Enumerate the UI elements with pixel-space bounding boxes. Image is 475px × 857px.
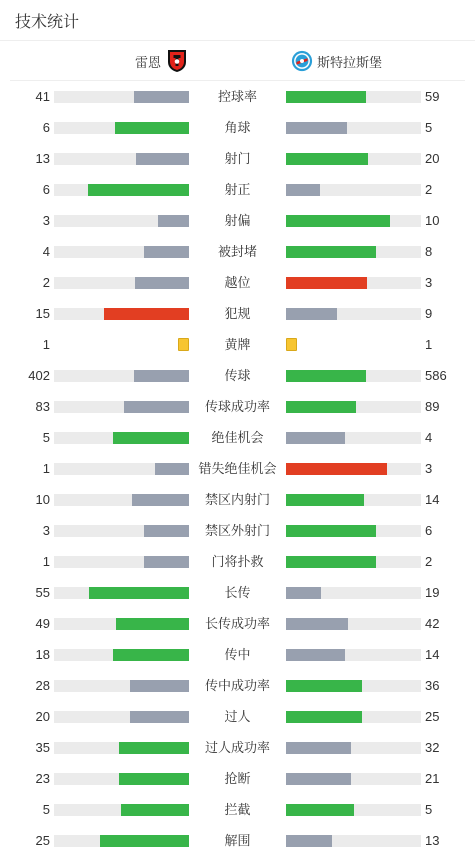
stat-row bbox=[0, 484, 475, 515]
stat-label: 传球 bbox=[224, 368, 251, 383]
stat-label: 射偏 bbox=[224, 213, 251, 228]
home-bar-fill bbox=[88, 184, 189, 196]
away-bar-fill bbox=[286, 432, 345, 444]
away-bar-track bbox=[286, 587, 421, 599]
away-bar-fill bbox=[286, 773, 351, 785]
away-bar-track bbox=[286, 711, 421, 723]
stat-row bbox=[0, 391, 475, 422]
home-value: 20 bbox=[35, 709, 50, 724]
away-value: 2 bbox=[425, 182, 433, 197]
away-value: 10 bbox=[425, 213, 440, 228]
home-bar-track bbox=[54, 680, 189, 692]
home-value: 18 bbox=[35, 647, 50, 662]
stat-label: 门将扑救 bbox=[211, 554, 264, 569]
stat-row bbox=[0, 422, 475, 453]
away-bar-fill bbox=[286, 153, 368, 165]
away-value: 5 bbox=[425, 120, 433, 135]
stat-label: 长传成功率 bbox=[204, 616, 270, 631]
stat-label: 越位 bbox=[224, 275, 251, 290]
away-bar-fill bbox=[286, 122, 347, 134]
stat-label: 禁区外射门 bbox=[204, 523, 270, 538]
home-value: 55 bbox=[35, 585, 50, 600]
home-bar-fill bbox=[113, 649, 189, 661]
stat-row bbox=[0, 267, 475, 298]
away-value: 89 bbox=[425, 399, 440, 414]
away-bar-fill bbox=[286, 246, 376, 258]
home-value: 15 bbox=[35, 306, 50, 321]
stat-label: 长传 bbox=[224, 585, 251, 600]
home-bar-fill bbox=[130, 680, 189, 692]
home-value: 3 bbox=[42, 213, 50, 228]
page-title: 技术统计 bbox=[15, 14, 80, 31]
away-value: 21 bbox=[425, 771, 440, 786]
home-bar-track bbox=[54, 804, 189, 816]
away-value: 32 bbox=[425, 740, 440, 755]
home-value: 1 bbox=[42, 554, 50, 569]
stat-row bbox=[0, 577, 475, 608]
home-value: 2 bbox=[42, 275, 50, 290]
away-bar-track bbox=[286, 432, 421, 444]
home-bar-fill bbox=[132, 494, 189, 506]
away-bar-track bbox=[286, 308, 421, 320]
stat-row bbox=[0, 670, 475, 701]
home-value: 13 bbox=[35, 151, 50, 166]
home-value: 5 bbox=[42, 430, 50, 445]
stat-row bbox=[0, 825, 475, 856]
away-value: 19 bbox=[425, 585, 440, 600]
home-value: 25 bbox=[35, 833, 50, 848]
away-bar-fill bbox=[286, 680, 362, 692]
home-bar-track bbox=[54, 184, 189, 196]
away-bar-track bbox=[286, 804, 421, 816]
home-value: 35 bbox=[35, 740, 50, 755]
home-bar-track bbox=[54, 587, 189, 599]
yellow-card-icon bbox=[286, 338, 297, 351]
rennes-crest-icon bbox=[166, 49, 188, 73]
home-bar-track bbox=[54, 649, 189, 661]
teams-header bbox=[10, 42, 465, 81]
away-bar-track bbox=[286, 525, 421, 537]
stat-row bbox=[0, 546, 475, 577]
home-value: 5 bbox=[42, 802, 50, 817]
home-bar-track bbox=[54, 246, 189, 258]
home-bar-fill bbox=[115, 122, 189, 134]
home-bar-fill bbox=[144, 556, 189, 568]
away-value: 42 bbox=[425, 616, 440, 631]
away-bar-fill bbox=[286, 91, 366, 103]
away-bar-track bbox=[286, 618, 421, 630]
home-bar-track bbox=[54, 711, 189, 723]
stat-row bbox=[0, 701, 475, 732]
home-value: 4 bbox=[42, 244, 50, 259]
away-bar-fill bbox=[286, 525, 376, 537]
home-value: 402 bbox=[28, 368, 50, 383]
home-bar-fill bbox=[104, 308, 189, 320]
away-bar-track bbox=[286, 835, 421, 847]
yellow-card-icon bbox=[178, 338, 189, 351]
stat-row bbox=[0, 143, 475, 174]
home-bar-track bbox=[54, 618, 189, 630]
stat-label: 射门 bbox=[224, 151, 251, 166]
away-bar-fill bbox=[286, 494, 364, 506]
home-value: 28 bbox=[35, 678, 50, 693]
stat-label: 控球率 bbox=[217, 89, 257, 104]
away-bar-fill bbox=[286, 587, 321, 599]
home-bar-track bbox=[54, 494, 189, 506]
away-value: 2 bbox=[425, 554, 433, 569]
away-bar-track bbox=[286, 494, 421, 506]
home-bar-track bbox=[54, 432, 189, 444]
away-bar-track bbox=[286, 680, 421, 692]
away-team-name: 斯特拉斯堡 bbox=[317, 54, 383, 70]
away-bar-fill bbox=[286, 649, 345, 661]
stat-label: 角球 bbox=[224, 120, 251, 135]
stat-label: 拦截 bbox=[224, 802, 251, 817]
away-bar-fill bbox=[286, 711, 362, 723]
away-bar-track bbox=[286, 277, 421, 289]
home-value: 41 bbox=[35, 89, 50, 104]
away-bar-track bbox=[286, 649, 421, 661]
stat-row bbox=[0, 608, 475, 639]
stat-row bbox=[0, 763, 475, 794]
away-bar-fill bbox=[286, 308, 337, 320]
home-bar-fill bbox=[113, 432, 189, 444]
stat-row bbox=[0, 794, 475, 825]
stat-label: 传中 bbox=[224, 647, 251, 662]
away-value: 14 bbox=[425, 492, 440, 507]
home-value: 83 bbox=[35, 399, 50, 414]
stat-label: 过人成功率 bbox=[204, 740, 270, 755]
stat-label: 黄牌 bbox=[224, 337, 251, 352]
away-value: 14 bbox=[425, 647, 440, 662]
away-bar-fill bbox=[286, 742, 351, 754]
home-bar-fill bbox=[155, 463, 189, 475]
home-bar-track bbox=[54, 370, 189, 382]
away-bar-fill bbox=[286, 370, 366, 382]
home-bar-track bbox=[54, 742, 189, 754]
away-bar-track bbox=[286, 91, 421, 103]
home-bar-fill bbox=[136, 153, 189, 165]
away-value: 36 bbox=[425, 678, 440, 693]
home-bar-fill bbox=[116, 618, 189, 630]
home-value: 6 bbox=[42, 182, 50, 197]
stat-row bbox=[0, 112, 475, 143]
home-bar-track bbox=[54, 835, 189, 847]
stats-list bbox=[0, 81, 475, 856]
away-bar-fill bbox=[286, 277, 367, 289]
home-value: 49 bbox=[35, 616, 50, 631]
stat-label: 抢断 bbox=[224, 771, 251, 786]
home-bar-fill bbox=[100, 835, 189, 847]
home-bar-fill bbox=[158, 215, 189, 227]
away-bar-track bbox=[286, 184, 421, 196]
away-bar-track bbox=[286, 742, 421, 754]
home-bar-track bbox=[54, 153, 189, 165]
away-bar-fill bbox=[286, 215, 390, 227]
away-bar-track bbox=[286, 401, 421, 413]
away-bar-fill bbox=[286, 804, 354, 816]
away-bar-fill bbox=[286, 401, 356, 413]
home-bar-fill bbox=[135, 277, 189, 289]
away-bar-track bbox=[286, 122, 421, 134]
home-bar-track bbox=[54, 91, 189, 103]
away-value: 4 bbox=[425, 430, 433, 445]
away-value: 3 bbox=[425, 461, 433, 476]
away-bar-track bbox=[286, 463, 421, 475]
home-bar-track bbox=[54, 308, 189, 320]
home-bar-track bbox=[54, 463, 189, 475]
stat-label: 过人 bbox=[224, 709, 251, 724]
away-bar-track bbox=[286, 556, 421, 568]
away-bar-fill bbox=[286, 463, 387, 475]
away-value: 1 bbox=[425, 337, 433, 352]
strasbourg-crest-icon bbox=[291, 49, 313, 73]
home-value: 23 bbox=[35, 771, 50, 786]
home-bar-fill bbox=[89, 587, 189, 599]
home-team-name: 雷恩 bbox=[134, 54, 161, 70]
away-bar-track bbox=[286, 215, 421, 227]
away-value: 25 bbox=[425, 709, 440, 724]
title-divider bbox=[0, 40, 475, 41]
stat-row bbox=[0, 360, 475, 391]
home-bar-track bbox=[54, 122, 189, 134]
home-value: 6 bbox=[42, 120, 50, 135]
away-bar-track bbox=[286, 153, 421, 165]
stat-label: 错失绝佳机会 bbox=[198, 461, 277, 476]
stat-row bbox=[0, 174, 475, 205]
home-bar-track bbox=[54, 215, 189, 227]
away-value: 13 bbox=[425, 833, 440, 848]
stat-row bbox=[0, 453, 475, 484]
stat-row bbox=[0, 81, 475, 112]
home-value: 3 bbox=[42, 523, 50, 538]
away-bar-fill bbox=[286, 556, 376, 568]
home-bar-fill bbox=[144, 246, 189, 258]
stat-row bbox=[0, 236, 475, 267]
away-value: 9 bbox=[425, 306, 433, 321]
stat-row bbox=[0, 732, 475, 763]
stat-label: 犯规 bbox=[224, 306, 251, 321]
away-bar-track bbox=[286, 773, 421, 785]
away-value: 8 bbox=[425, 244, 433, 259]
home-bar-fill bbox=[121, 804, 189, 816]
away-value: 5 bbox=[425, 802, 433, 817]
stat-row bbox=[0, 639, 475, 670]
home-bar-track bbox=[54, 556, 189, 568]
stat-label: 被封堵 bbox=[217, 244, 257, 259]
away-bar-fill bbox=[286, 184, 320, 196]
stat-row bbox=[0, 205, 475, 236]
stat-label: 禁区内射门 bbox=[204, 492, 270, 507]
home-value: 1 bbox=[42, 461, 50, 476]
away-value: 20 bbox=[425, 151, 440, 166]
home-bar-track bbox=[54, 773, 189, 785]
home-bar-fill bbox=[119, 773, 189, 785]
home-value: 10 bbox=[35, 492, 50, 507]
stat-label: 传球成功率 bbox=[204, 399, 270, 414]
stat-label: 传中成功率 bbox=[204, 678, 270, 693]
away-bar-fill bbox=[286, 618, 348, 630]
away-bar-track bbox=[286, 370, 421, 382]
away-bar-track bbox=[286, 246, 421, 258]
stat-label: 绝佳机会 bbox=[211, 430, 264, 445]
home-bar-track bbox=[54, 525, 189, 537]
stat-row bbox=[0, 515, 475, 546]
away-value: 586 bbox=[425, 368, 447, 383]
away-value: 59 bbox=[425, 89, 440, 104]
home-team[interactable] bbox=[135, 49, 188, 73]
home-bar-track bbox=[54, 401, 189, 413]
home-bar-track bbox=[54, 277, 189, 289]
home-bar-fill bbox=[144, 525, 189, 537]
stat-label: 解围 bbox=[224, 833, 251, 848]
home-bar-fill bbox=[119, 742, 189, 754]
home-bar-fill bbox=[130, 711, 189, 723]
away-value: 6 bbox=[425, 523, 433, 538]
stat-row bbox=[0, 298, 475, 329]
stat-row bbox=[0, 329, 475, 360]
stat-label: 射正 bbox=[224, 182, 251, 197]
away-value: 3 bbox=[425, 275, 433, 290]
home-bar-fill bbox=[124, 401, 189, 413]
home-bar-fill bbox=[134, 91, 189, 103]
home-value: 1 bbox=[42, 337, 50, 352]
away-bar-fill bbox=[286, 835, 332, 847]
home-bar-fill bbox=[134, 370, 189, 382]
away-team[interactable] bbox=[291, 49, 382, 73]
